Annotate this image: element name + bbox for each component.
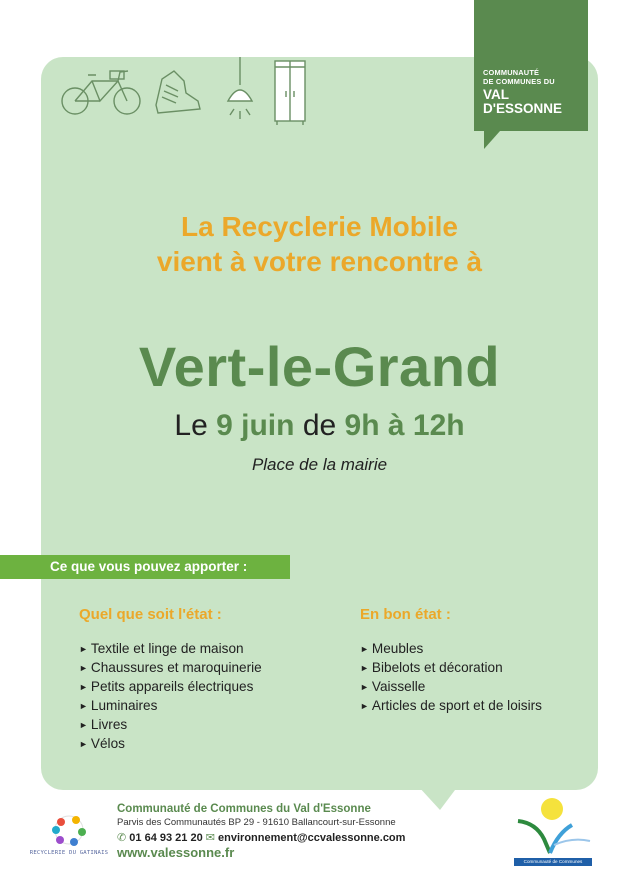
logo-dot <box>70 838 78 846</box>
footer-email[interactable]: environnement@ccvalessonne.com <box>218 832 406 844</box>
bullet-triangle-icon: ► <box>79 663 88 673</box>
bullet-triangle-icon: ► <box>360 663 369 673</box>
badge-line-3: VAL <box>483 87 509 102</box>
illustrations <box>58 57 318 129</box>
bullet-triangle-icon: ► <box>79 682 88 692</box>
list-item: ► Chaussures et maroquinerie <box>79 660 262 675</box>
what-to-bring-banner: Ce que vous pouvez apporter : <box>0 555 290 579</box>
list-item: ► Meubles <box>360 641 424 656</box>
good-condition-list <box>360 640 542 716</box>
any-condition-list <box>79 640 262 754</box>
column-title-good-condition: En bon état : <box>360 606 451 623</box>
list-item: ► Articles de sport et de loisirs <box>360 698 542 713</box>
date-hours: 9h à 12h <box>344 409 465 442</box>
list-item: ► Luminaires <box>79 698 158 713</box>
val-essonne-logo <box>514 795 592 865</box>
date-middle: de <box>302 409 337 442</box>
sun-icon <box>541 798 563 820</box>
logo-dot <box>52 826 60 834</box>
bicycle-icon <box>62 71 140 114</box>
bullet-triangle-icon: ► <box>79 739 88 749</box>
community-badge <box>474 0 588 131</box>
list-item: ► Livres <box>79 717 128 732</box>
bullet-triangle-icon: ► <box>79 644 88 654</box>
logo-dot <box>72 816 80 824</box>
footer-address: Parvis des Communautés BP 29 - 91610 Ballancourt-sur-Essonne <box>117 817 396 828</box>
city-name: Vert-le-Grand <box>138 335 501 398</box>
badge-line-2: DE COMMUNES DU <box>483 77 555 86</box>
badge-line-4: D'ESSONNE <box>483 101 562 116</box>
logo-dot <box>78 828 86 836</box>
badge-title <box>483 88 562 116</box>
date-day: 9 juin <box>216 409 295 442</box>
badge-tail <box>484 131 500 149</box>
headline-line-2: vient à votre rencontre à <box>156 246 483 277</box>
sneaker-icon <box>156 71 200 113</box>
badge-line-1: COMMUNAUTÉ <box>483 68 540 77</box>
val-essonne-logo-bar: Communauté de Communes <box>514 858 592 866</box>
list-item: ► Textile et linge de maison <box>79 641 244 656</box>
footer-organization: Communauté de Communes du Val d'Essonne <box>117 803 371 815</box>
list-item: ► Petits appareils électriques <box>79 679 254 694</box>
email-icon: ✉ <box>205 832 215 844</box>
bullet-triangle-icon: ► <box>360 682 369 692</box>
speech-bubble-tail <box>418 786 458 810</box>
headline-line-1: La Recyclerie Mobile <box>180 211 458 242</box>
logo-dot <box>57 818 65 826</box>
column-title-any-condition: Quel que soit l'état : <box>79 606 222 623</box>
wardrobe-icon <box>275 61 305 125</box>
footer-phone[interactable]: 01 64 93 21 20 <box>129 832 203 844</box>
bullet-triangle-icon: ► <box>360 701 369 711</box>
phone-icon: ✆ <box>117 832 127 844</box>
lamp-icon <box>228 57 252 119</box>
footer-contact <box>117 831 405 844</box>
list-item: ► Vaisselle <box>360 679 426 694</box>
list-item: ► Vélos <box>79 736 125 751</box>
recyclerie-logo-text: RECYCLERIE DU GATINAIS <box>29 850 109 856</box>
logo-dot <box>56 836 64 844</box>
event-date <box>41 406 598 446</box>
bullet-triangle-icon: ► <box>79 720 88 730</box>
date-prefix: Le <box>174 409 208 442</box>
event-place: Place de la mairie <box>251 455 388 474</box>
badge-subtitle <box>483 68 555 86</box>
footer-website-link[interactable]: www.valessonne.fr <box>117 845 235 860</box>
bullet-triangle-icon: ► <box>360 644 369 654</box>
bullet-triangle-icon: ► <box>79 701 88 711</box>
list-item: ► Bibelots et décoration <box>360 660 503 675</box>
